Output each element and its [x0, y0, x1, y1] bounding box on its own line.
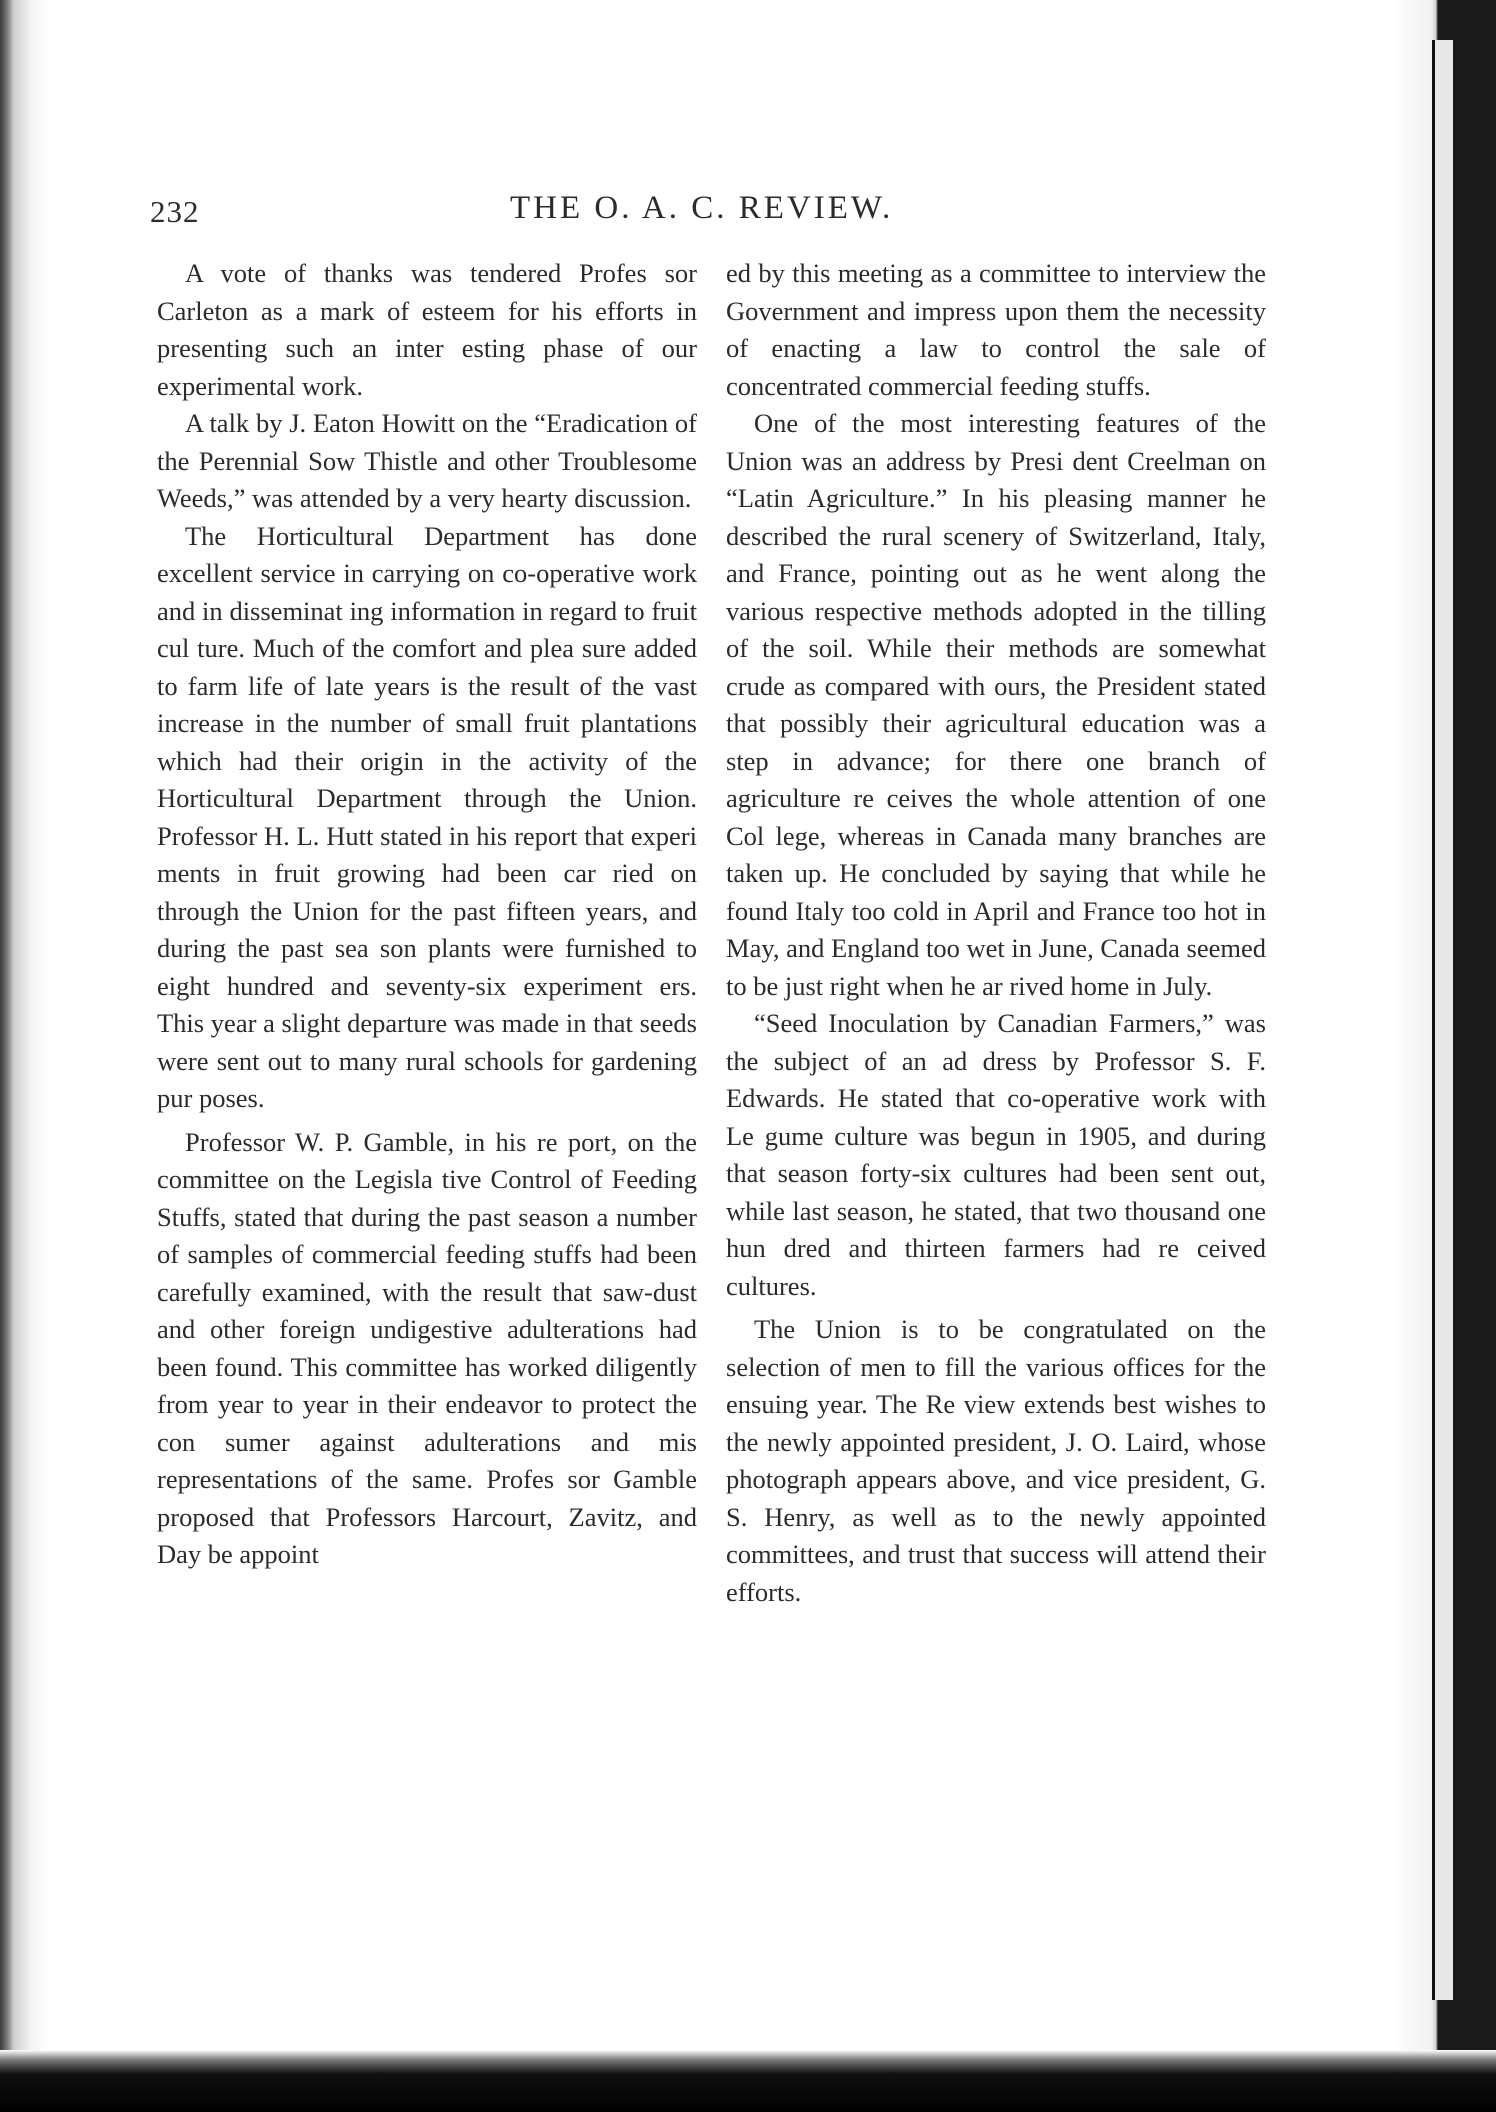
- page-header: [150, 190, 1260, 234]
- paragraph: “Seed Inoculation by Canadian Farmers,” was the subject of an ad dress by Professor S. F. Edwards. He stated that co-operative work with Le gume culture was begun in 1905, and during that season forty-six cultures had been sent out, while last season, he stated, that two thousand one hun dred and thirteen farmers had re ceived cultures.: [726, 1008, 1266, 1301]
- book-spine-shadow: [0, 0, 48, 2112]
- paragraph: The Union is to be congratulated on the selection of men to fill the various offices for the ensuing year. The Re view extends best wishes to the newly appointed president, J. O. Laird, whose photograph appears above, and vice president, G. S. Henry, as well as to the newly appointed committees, and trust that success will attend their efforts.: [726, 1314, 1266, 1607]
- left-column: [157, 255, 697, 1574]
- next-page-edge: [1432, 40, 1453, 2000]
- page-edge-right: [1392, 0, 1496, 2112]
- running-head: THE O. A. C. REVIEW.: [510, 190, 894, 226]
- paragraph: The Horticultural Department has done excellent service in carrying on co-operative work and in disseminat ing information in regard to fruit cul ture. Much of the comfort and plea sure added to farm life of late years is the result of the vast increase in the number of small fruit plantations which had their origin in the activity of the Horticultural Department through the Union. Professor H. L. Hutt stated in his report that experi ments in fruit growing had been car ried on through the Union for the past fifteen years, and during the past sea son plants were furnished to eight hundred and seventy-six experiment ers. This year a slight departure was made in that seeds were sent out to many rural schools for gardening pur poses.: [157, 520, 697, 1113]
- right-column: [726, 255, 1266, 1611]
- paragraph: A talk by J. Eaton Howitt on the “Eradication of the Perennial Sow Thistle and other Troublesome Weeds,” was attended by a very hearty discussion.: [157, 408, 697, 513]
- paragraph: Professor W. P. Gamble, in his re port, on the committee on the Legisla tive Control of Feeding Stuffs, stated that during the past season a number of samples of commercial feeding stuffs had been carefully examined, with the result that saw-dust and other foreign undigestive adulterations had been found. This committee has worked diligently from year to year in their endeavor to protect the con sumer against adulterations and mis representations of the same. Profes sor Gamble proposed that Professors Harcourt, Zavitz, and Day be appoint: [157, 1126, 697, 1569]
- page-bottom-shadow: [0, 2050, 1496, 2112]
- paragraph: A vote of thanks was tendered Profes sor Carleton as a mark of esteem for his efforts in presenting such an inter esting phase of our experimental work.: [157, 258, 697, 401]
- paragraph: ed by this meeting as a committee to interview the Government and impress upon them the necessity of enacting a law to control the sale of concentrated commercial feeding stuffs.: [726, 258, 1266, 401]
- paragraph: One of the most interesting features of the Union was an address by Presi dent Creelman on “Latin Agriculture.” In his pleasing manner he described the rural scenery of Switzerland, Italy, and France, pointing out as he went along the various respective methods adopted in the tilling of the soil. While their methods are somewhat crude as compared with ours, the President stated that possibly their agricultural education was a step in advance; for there one branch of agriculture re ceives the whole attention of one Col lege, whereas in Canada many branches are taken up. He concluded by saying that while he found Italy too cold in April and France too hot in May, and England too wet in June, Canada seemed to be just right when he ar rived home in July.: [726, 408, 1266, 1001]
- page-number: 232: [150, 194, 200, 229]
